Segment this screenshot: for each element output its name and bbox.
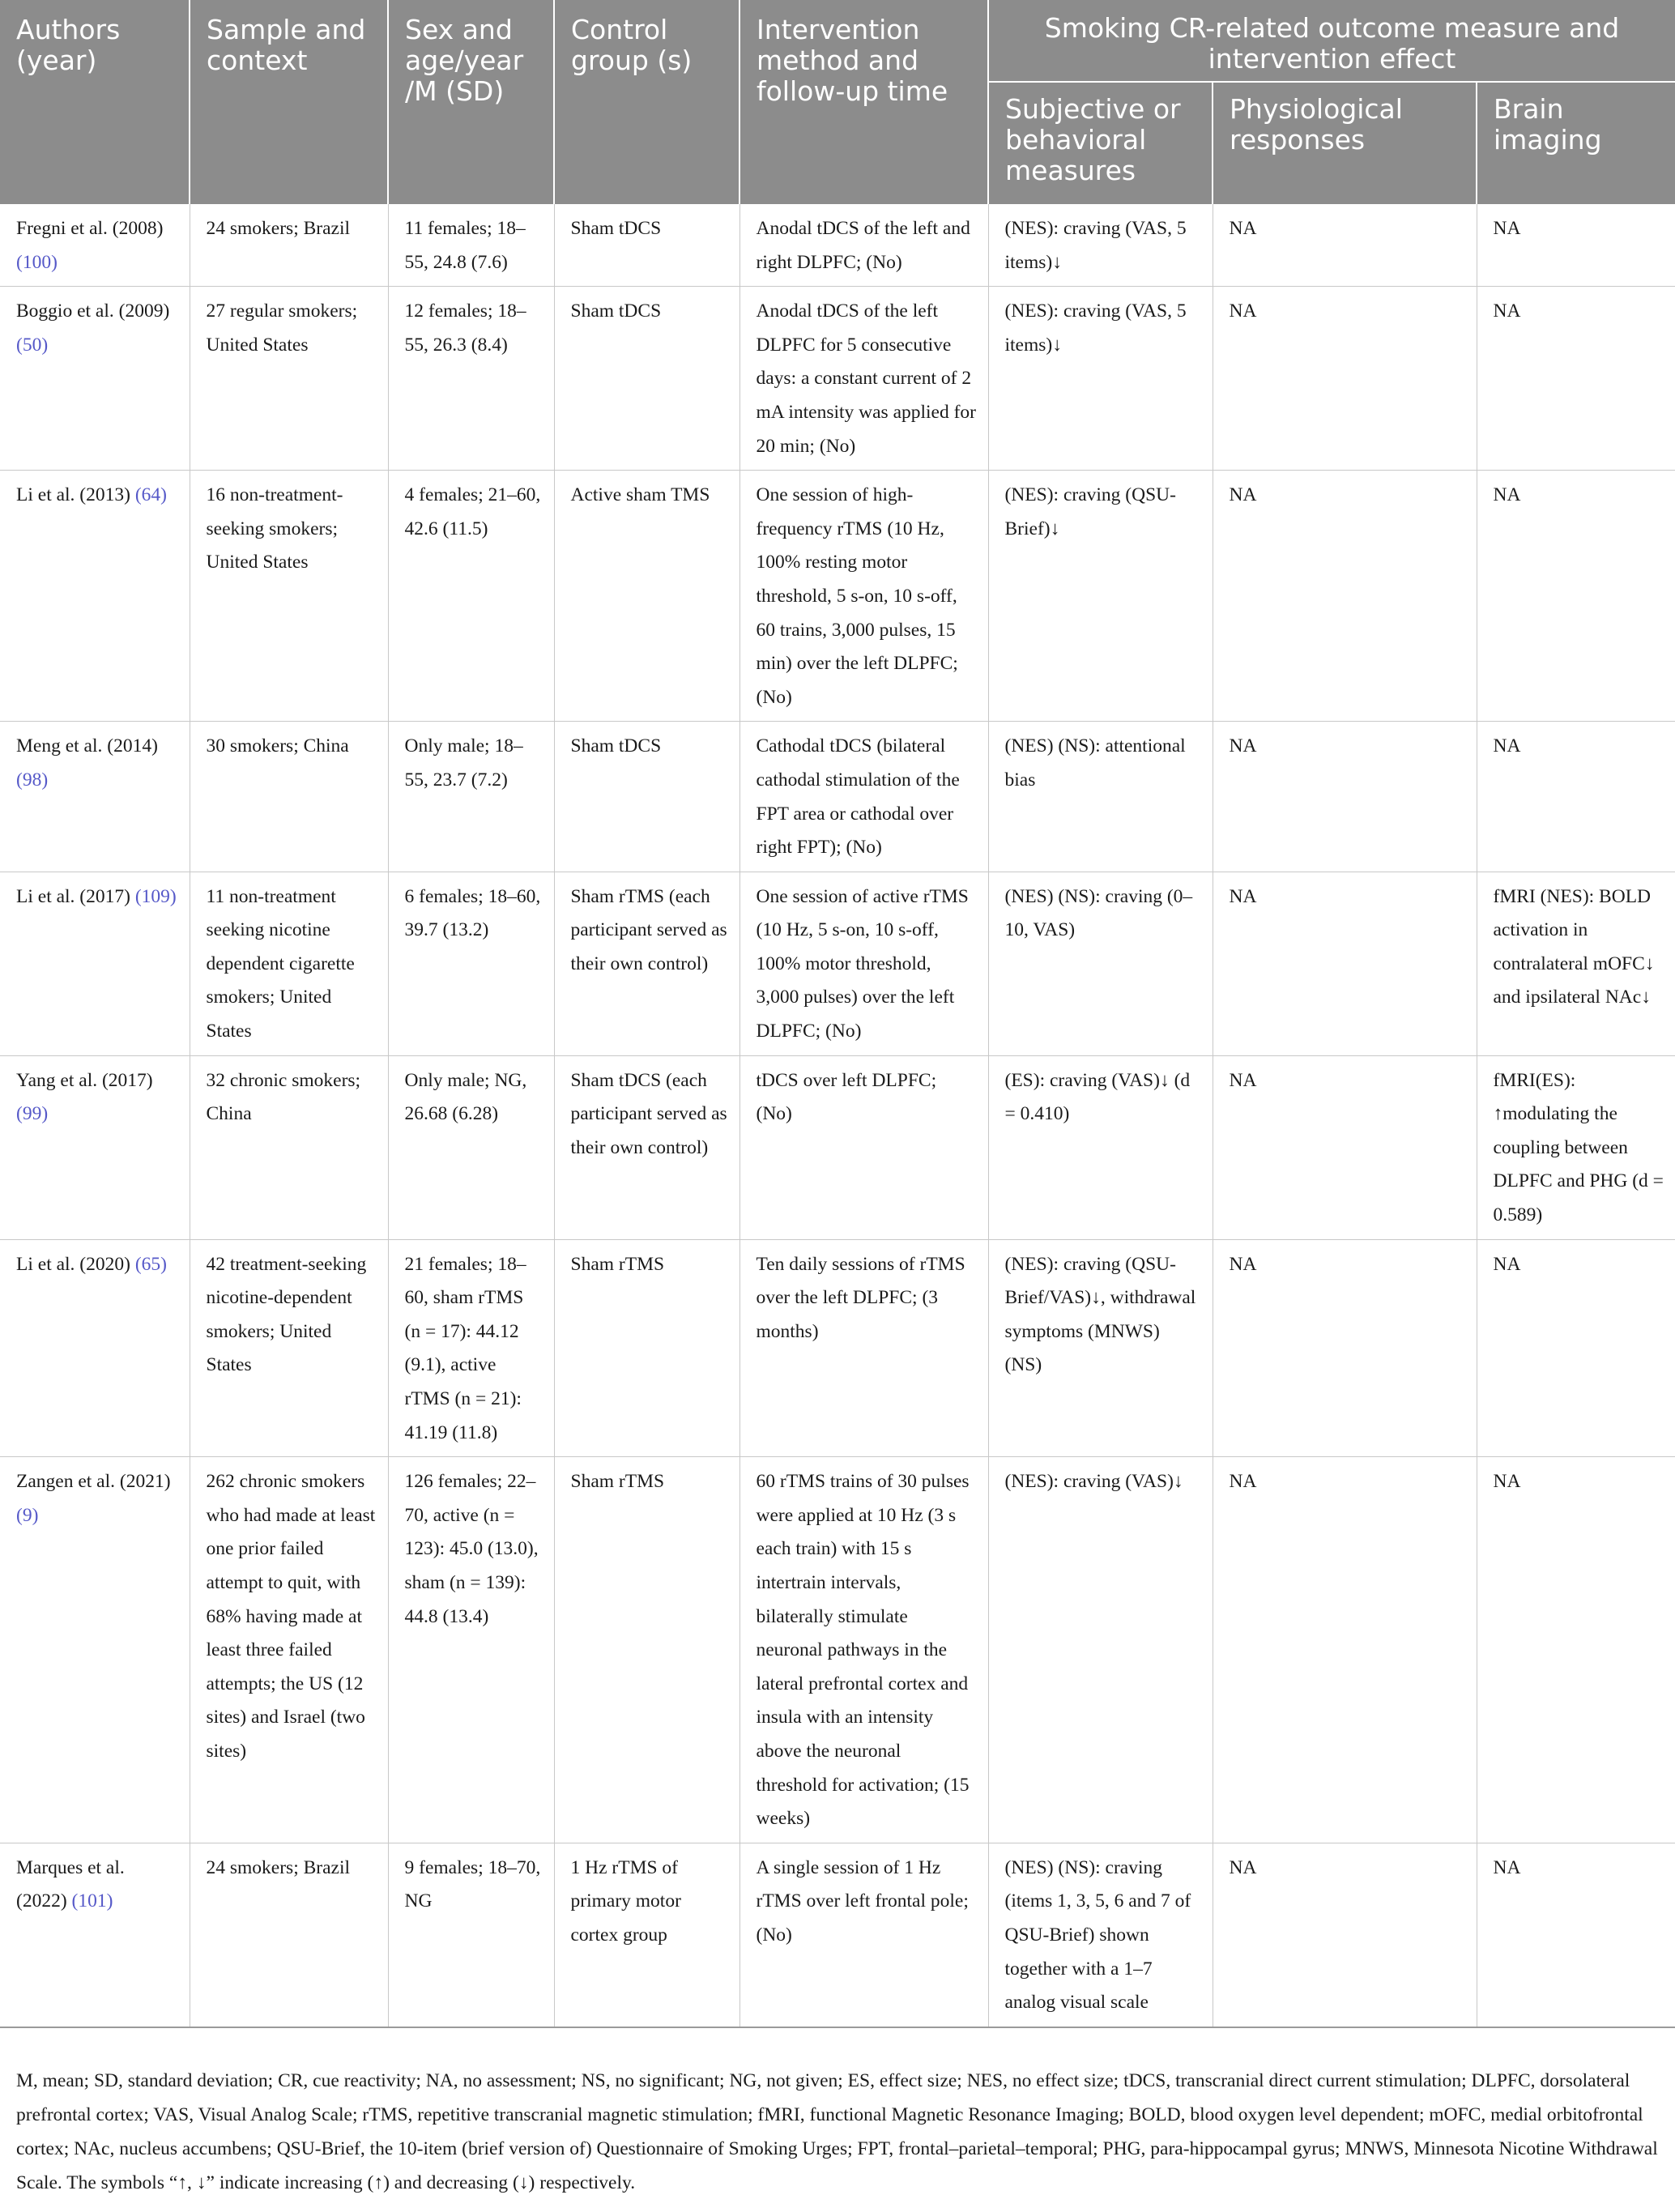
cell-author [0,204,190,287]
cell-intervention: One session of active rTMS (10 Hz, 5 s-on, 10 s-off, 100% motor threshold, 3,000 pulses) over the left DLPFC; (No) [739,872,988,1055]
cell-author [0,1457,190,1843]
reference-link[interactable]: (65) [134,1253,167,1275]
cell-sex-age: 6 females; 18–60, 39.7 (13.2) [388,872,554,1055]
cell-brain: fMRI(ES): ↑modulating the coupling between DLPFC and PHG (d = 0.589) [1477,1055,1675,1239]
header-subjective: Subjective or behavioral measures [988,82,1213,204]
table-row [0,1457,1675,1843]
cell-physiological: NA [1213,1843,1477,2027]
reference-link[interactable]: (101) [71,1890,113,1912]
cell-sample: 24 smokers; Brazil [190,1843,388,2027]
cell-control: Sham tDCS [554,204,739,287]
cell-physiological: NA [1213,471,1477,722]
author-name: Fregni et al. (2008) [16,218,164,239]
cell-sex-age: 126 females; 22–70, active (n = 123): 45.0 (13.0), sham (n = 139): 44.8 (13.4) [388,1457,554,1843]
cell-brain: NA [1477,204,1675,287]
cell-brain: NA [1477,722,1675,872]
table-row [0,1055,1675,1239]
cell-sample: 11 non-treatment seeking nicotine dependent cigarette smokers; United States [190,872,388,1055]
cell-physiological: NA [1213,872,1477,1055]
author-name: Zangen et al. (2021) [16,1471,171,1493]
header-control: Control group (s) [554,0,739,204]
header-sample: Sample and context [190,0,388,204]
author-name: Marques et al. (2022) [16,1856,125,1912]
reference-link[interactable]: (9) [16,1504,39,1526]
cell-control: Sham tDCS [554,722,739,872]
cell-subjective: (NES) (NS): craving (items 1, 3, 5, 6 and 7 of QSU-Brief) shown together with a 1–7 analog visual scale [988,1843,1213,2027]
cell-subjective: (NES): craving (QSU-Brief)↓ [988,471,1213,722]
cell-sex-age: 12 females; 18–55, 26.3 (8.4) [388,287,554,471]
cell-brain: fMRI (NES): BOLD activation in contralateral mOFC↓ and ipsilateral NAc↓ [1477,872,1675,1055]
reference-link[interactable]: (98) [16,769,49,791]
cell-intervention: Anodal tDCS of the left DLPFC for 5 consecutive days: a constant current of 2 mA intensity was applied for 20 min; (No) [739,287,988,471]
cell-sample: 16 non-treatment-seeking smokers; United States [190,471,388,722]
cell-sample: 262 chronic smokers who had made at least one prior failed attempt to quit, with 68% having made at least three failed attempts; the US (12 sites) and Israel (two sites) [190,1457,388,1843]
table-row [0,722,1675,872]
cell-author [0,1055,190,1239]
header-brain: Brain imaging [1477,82,1675,204]
author-name: Meng et al. (2014) [16,735,158,757]
cell-author [0,471,190,722]
cell-control: Sham tDCS (each participant served as their own control) [554,1055,739,1239]
cell-sex-age: 11 females; 18–55, 24.8 (7.6) [388,204,554,287]
cell-sex-age: 9 females; 18–70, NG [388,1843,554,2027]
cell-physiological: NA [1213,1055,1477,1239]
cell-author [0,1239,190,1457]
cell-intervention: A single session of 1 Hz rTMS over left frontal pole; (No) [739,1843,988,2027]
header-outcome-group: Smoking CR-related outcome measure and intervention effect [988,0,1675,82]
author-name: Boggio et al. (2009) [16,300,170,322]
cell-sex-age: Only male; 18–55, 23.7 (7.2) [388,722,554,872]
cell-sex-age: 21 females; 18–60, sham rTMS (n = 17): 44.12 (9.1), active rTMS (n = 21): 41.19 (11.8) [388,1239,554,1457]
cell-author [0,1843,190,2027]
cell-intervention: One session of high-frequency rTMS (10 Hz, 100% resting motor threshold, 5 s-on, 10 s-off, 60 trains, 3,000 pulses, 15 min) over the left DLPFC; (No) [739,471,988,722]
cell-physiological: NA [1213,287,1477,471]
table-body [0,204,1675,2027]
cell-intervention: Ten daily sessions of rTMS over the left DLPFC; (3 months) [739,1239,988,1457]
table-footnote: M, mean; SD, standard deviation; CR, cue reactivity; NA, no assessment; NS, no significant; NG, not given; ES, effect size; NES, no effect size; tDCS, transcranial direct current stimulation; DLPFC, dorsolateral prefrontal cortex; VAS, Visual Analog Scale; rTMS, repetitive transcranial magnetic stimulation; fMRI, functional Magnetic Resonance Imaging; BOLD, blood oxygen level dependent; mOFC, medial orbitofrontal cortex; NAc, nucleus accumbens; QSU-Brief, the 10-item (brief version of) Questionnaire of Smoking Urges; FPT, frontal–parietal–temporal; PHG, para-hippocampal gyrus; MNWS, Minnesota Nicotine Withdrawal Scale. The symbols “↑, ↓” indicate increasing (↑) and decreasing (↓) respectively. [16,2070,1658,2193]
reference-link[interactable]: (100) [16,251,58,273]
header-authors: Authors (year) [0,0,190,204]
reference-link[interactable]: (50) [16,334,49,356]
cell-sex-age: 4 females; 21–60, 42.6 (11.5) [388,471,554,722]
author-name: Li et al. (2017) [16,885,130,907]
cell-subjective: (NES) (NS): attentional bias [988,722,1213,872]
header-sex-age: Sex and age/year /M (SD) [388,0,554,204]
cell-brain: NA [1477,1457,1675,1843]
cell-subjective: (NES) (NS): craving (0–10, VAS) [988,872,1213,1055]
table-row [0,287,1675,471]
cell-physiological: NA [1213,1239,1477,1457]
author-name: Li et al. (2020) [16,1253,130,1275]
cell-intervention: tDCS over left DLPFC; (No) [739,1055,988,1239]
cell-subjective: (NES): craving (VAS, 5 items)↓ [988,204,1213,287]
cell-subjective: (NES): craving (VAS)↓ [988,1457,1213,1843]
cell-sample: 42 treatment-seeking nicotine-dependent smokers; United States [190,1239,388,1457]
cell-brain: NA [1477,287,1675,471]
cell-author [0,872,190,1055]
cell-physiological: NA [1213,1457,1477,1843]
cell-control: Active sham TMS [554,471,739,722]
cell-physiological: NA [1213,204,1477,287]
cell-physiological: NA [1213,722,1477,872]
cell-sample: 30 smokers; China [190,722,388,872]
cell-subjective: (ES): craving (VAS)↓ (d = 0.410) [988,1055,1213,1239]
cell-brain: NA [1477,1843,1675,2027]
reference-link[interactable]: (99) [16,1103,49,1125]
cell-author [0,287,190,471]
cell-sample: 32 chronic smokers; China [190,1055,388,1239]
cell-subjective: (NES): craving (QSU-Brief/VAS)↓, withdrawal symptoms (MNWS) (NS) [988,1239,1213,1457]
cell-control: 1 Hz rTMS of primary motor cortex group [554,1843,739,2027]
cell-control: Sham rTMS (each participant served as their own control) [554,872,739,1055]
header-intervention: Intervention method and follow-up time [739,0,988,204]
cell-intervention: Anodal tDCS of the left and right DLPFC; (No) [739,204,988,287]
cell-subjective: (NES): craving (VAS, 5 items)↓ [988,287,1213,471]
reference-link[interactable]: (64) [134,484,167,506]
cell-brain: NA [1477,471,1675,722]
cell-intervention: Cathodal tDCS (bilateral cathodal stimulation of the FPT area or cathodal over right FPT); (No) [739,722,988,872]
header-physiological: Physiological responses [1213,82,1477,204]
table-row [0,1843,1675,2027]
cell-author [0,722,190,872]
table-row [0,204,1675,287]
table-row [0,872,1675,1055]
cell-control: Sham tDCS [554,287,739,471]
cell-sex-age: Only male; NG, 26.68 (6.28) [388,1055,554,1239]
cell-brain: NA [1477,1239,1675,1457]
author-name: Yang et al. (2017) [16,1069,153,1091]
cell-intervention: 60 rTMS trains of 30 pulses were applied at 10 Hz (3 s each train) with 15 s intertrain intervals, bilaterally stimulate neuronal pathways in the lateral prefrontal cortex and insula with an intensity above the neuronal threshold for activation; (15 weeks) [739,1457,988,1843]
reference-link[interactable]: (109) [134,885,177,907]
table-row [0,1239,1675,1457]
cell-sample: 24 smokers; Brazil [190,204,388,287]
cell-control: Sham rTMS [554,1239,739,1457]
cell-control: Sham rTMS [554,1457,739,1843]
table-row [0,471,1675,722]
author-name: Li et al. (2013) [16,484,130,506]
cell-sample: 27 regular smokers; United States [190,287,388,471]
table-header [0,0,1675,204]
